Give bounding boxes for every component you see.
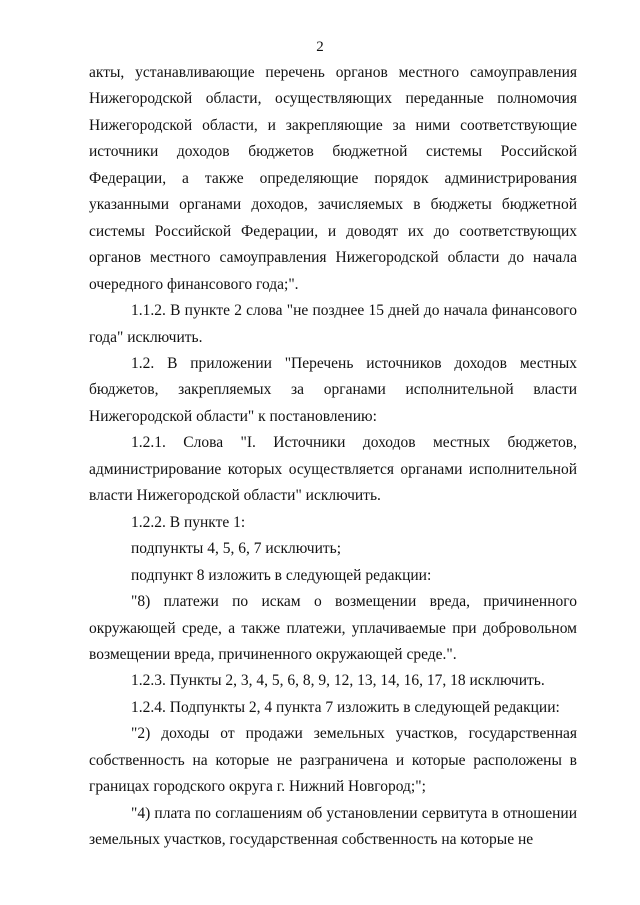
- paragraph-1-2-1: 1.2.1. Слова "I. Источники доходов местных бюджетов, администрирование которых осуществляется органами исполнительной власти Нижегородской области" исключить.: [89, 434, 577, 505]
- document-body: [89, 60, 577, 854]
- paragraph-1-1-2: 1.1.2. В пункте 2 слова "не позднее 15 дней до начала финансового года" исключить.: [89, 302, 577, 346]
- paragraph-1-2-4: 1.2.4. Подпункты 2, 4 пункта 7 изложить в следующей редакции:: [131, 698, 560, 716]
- paragraph-1-2-3: 1.2.3. Пункты 2, 3, 4, 5, 6, 8, 9, 12, 13, 14, 16, 17, 18 исключить.: [131, 672, 545, 690]
- paragraph-1-2: 1.2. В приложении "Перечень источников доходов местных бюджетов, закрепляемых за органами исполнительной власти Нижегородской области" к постановлению:: [89, 354, 577, 425]
- paragraph-subitem-8-text: "8) платежи по искам о возмещении вреда, причиненного окружающей среде, а также платежи, уплачиваемые при добровольном возмещении вреда, причиненного окружающей среде.".: [89, 593, 577, 663]
- paragraph-subitem-2-text: "2) доходы от продажи земельных участков, государственная собственность на которые не разграничена и которые расположены в границах городского округа г. Нижний Новгород;";: [89, 725, 577, 796]
- page-number: 2: [316, 39, 324, 55]
- paragraph-subitem-4-text: "4) плата по соглашениям об установлении сервитута в отношении земельных участков, государственная собственность на которые не: [89, 804, 577, 849]
- paragraph-continuation: акты, устанавливающие перечень органов местного самоуправления Нижегородской области, осуществляющих переданные полномочия Нижегородской области, и закрепляющие за ними соответствующие источники доходов бюджетов бюджетной системы Российской Федерации, а также определяющие порядок администрирования указанными органами доходов, зачисляемых в бюджеты бюджетной системы Российской Федерации, и доводят их до соответствующих органов местного самоуправления Нижегородской области до начала очередного финансового года;".: [89, 64, 577, 293]
- paragraph-subitems-excluded: подпункты 4, 5, 6, 7 исключить;: [131, 540, 342, 558]
- paragraph-1-2-2: 1.2.2. В пункте 1:: [131, 513, 246, 531]
- paragraph-subitem-8-intro: подпункт 8 изложить в следующей редакции:: [131, 566, 432, 584]
